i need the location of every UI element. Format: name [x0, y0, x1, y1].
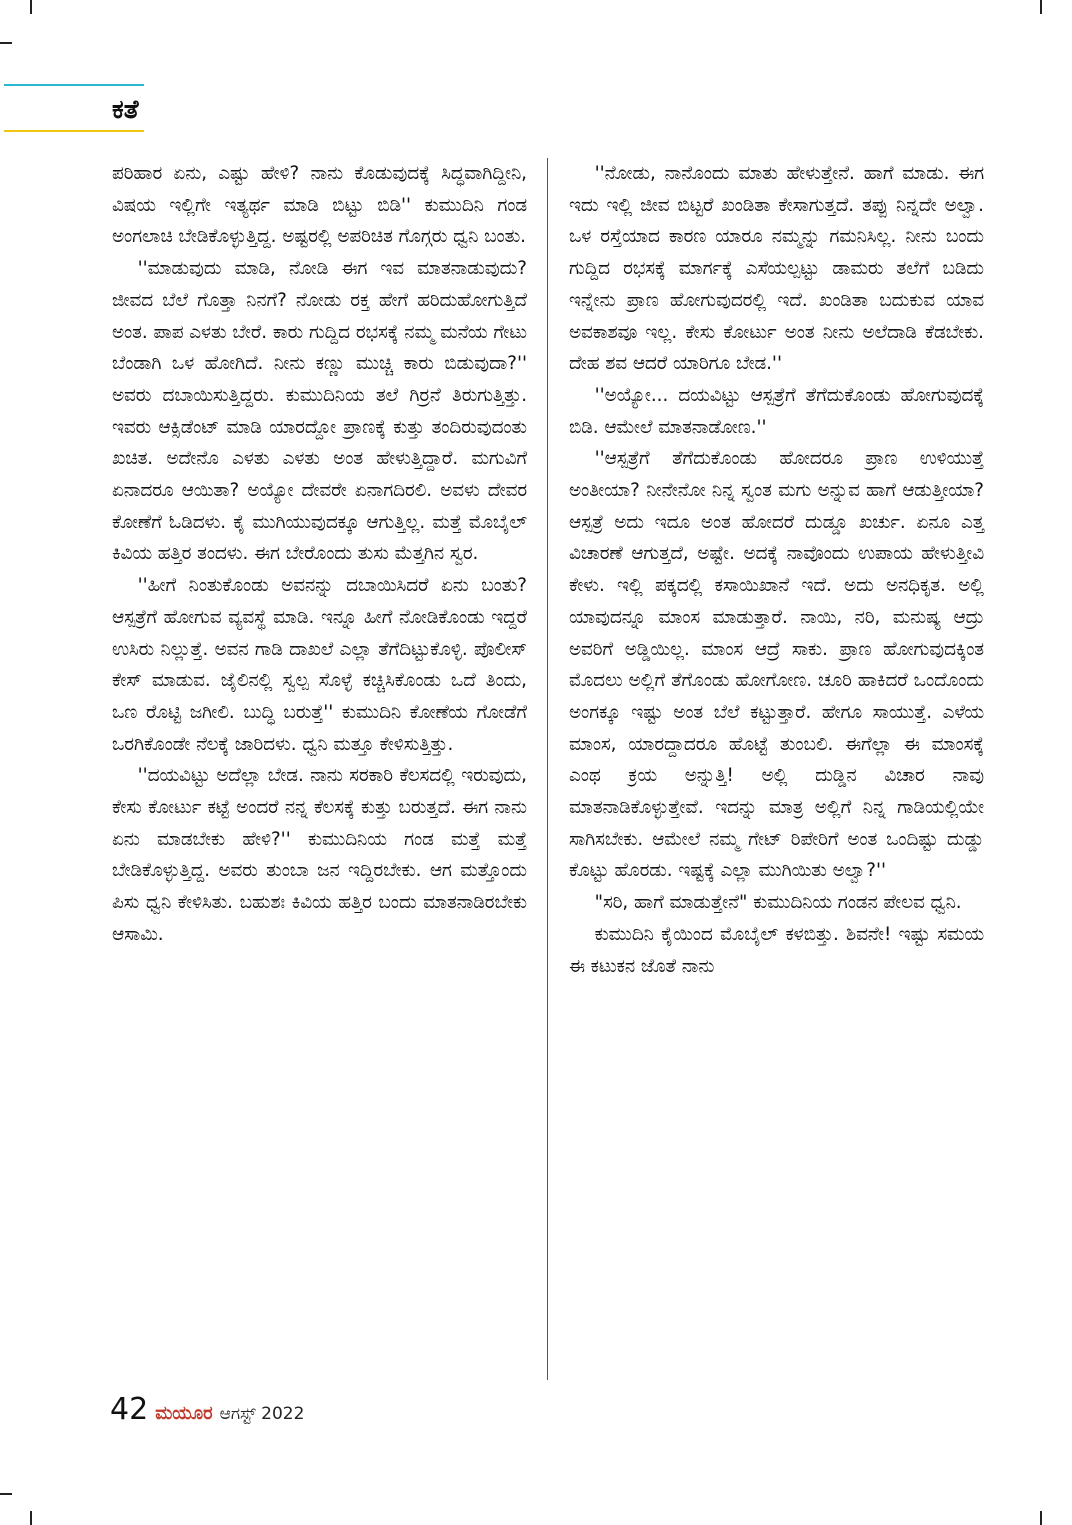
paragraph: ''ಅಯ್ಯೋ... ದಯವಿಟ್ಟು ಆಸ್ಪತ್ರೆಗೆ ತೆಗೆದುಕೊಂಡು ಹೋಗುವುದಕ್ಕೆ ಬಿಡಿ. ಆಮೇಲೆ ಮಾತನಾಡೋಣ.'' — [569, 384, 984, 438]
crop-mark-top-right — [1040, 0, 1042, 14]
page-footer — [110, 1390, 304, 1430]
paragraph: ಪರಿಹಾರ ಏನು, ಎಷ್ಟು ಹೇಳಿ? ನಾನು ಕೊಡುವುದಕ್ಕೆ ಸಿದ್ಧವಾಗಿದ್ದೀನಿ, ವಿಷಯ ಇಲ್ಲಿಗೇ ಇತ್ಯರ್ಥ ಮಾಡಿ ಬಿಟ್ಟು ಬಿಡಿ'' ಕುಮುದಿನಿ ಗಂಡ ಅಂಗಲಾಚಿ ಬೇಡಿಕೊಳ್ಳುತ್ತಿದ್ದ. ಅಷ್ಟರಲ್ಲಿ ಅಪರಿಚಿತ ಗೊಗ್ಗರು ಧ್ವನಿ ಬಂತು. — [112, 163, 527, 248]
section-rule-top — [4, 84, 144, 86]
crop-mark-top-left — [30, 0, 32, 14]
paragraph: ''ಹೀಗೆ ನಿಂತುಕೊಂಡು ಅವನನ್ನು ದಬಾಯಿಸಿದರೆ ಏನು ಬಂತು? ಆಸ್ಪತ್ರೆಗೆ ಹೋಗುವ ವ್ಯವಸ್ಥೆ ಮಾಡಿ. ಇನ್ನೂ ಹೀಗೆ ನೋಡಿಕೊಂಡು ಇದ್ದರೆ ಉಸಿರು ನಿಲ್ಲುತ್ತೆ. ಅವನ ಗಾಡಿ ದಾಖಲೆ ಎಲ್ಲಾ ತೆಗೆದಿಟ್ಟುಕೊಳ್ಳಿ. ಪೊಲೀಸ್ ಕೇಸ್ ಮಾಡುವ. ಜೈಲಿನಲ್ಲಿ ಸ್ವಲ್ಪ ಸೊಳ್ಳೆ ಕಚ್ಚಿಸಿಕೊಂಡು ಒದೆ ತಿಂದು, ಒಣ ರೊಟ್ಟಿ ಜಗೀಲಿ. ಬುದ್ಧಿ ಬರುತ್ತೆ'' ಕುಮುದಿನಿ ಕೋಣೆಯ ಗೋಡೆಗೆ ಒರಗಿಕೊಂಡೇ ನೆಲಕ್ಕೆ ಜಾರಿದಳು. ಧ್ವನಿ ಮತ್ತೂ ಕೇಳಿಸುತ್ತಿತ್ತು. — [112, 575, 527, 755]
paragraph: ''ಆಸ್ಪತ್ರೆಗೆ ತೆಗೆದುಕೊಂಡು ಹೋದರೂ ಪ್ರಾಣ ಉಳಿಯುತ್ತೆ ಅಂತೀಯಾ? ನೀನೇನೋ ನಿನ್ನ ಸ್ವಂತ ಮಗು ಅನ್ನುವ ಹಾಗೆ ಆಡುತ್ತೀಯಾ? ಆಸ್ಪತ್ರೆ ಅದು ಇದೂ ಅಂತ ಹೋದರೆ ದುಡ್ಡೂ ಖರ್ಚು. ಏನೂ ಎತ್ತ ವಿಚಾರಣೆ ಆಗುತ್ತದೆ, ಅಷ್ಟೇ. ಅದಕ್ಕೆ ನಾವೊಂದು ಉಪಾಯ ಹೇಳುತ್ತೀವಿ ಕೇಳು. ಇಲ್ಲಿ ಪಕ್ಕದಲ್ಲಿ ಕಸಾಯಿಖಾನೆ ಇದೆ. ಅದು ಅನಧಿಕೃತ. ಅಲ್ಲಿ ಯಾವುದನ್ನೂ ಮಾಂಸ ಮಾಡುತ್ತಾರೆ. ನಾಯಿ, ನರಿ, ಮನುಷ್ಯ ಆದ್ರು ಅವರಿಗೆ ಅಡ್ಡಿಯಿಲ್ಲ. ಮಾಂಸ ಆದ್ರೆ ಸಾಕು. ಪ್ರಾಣ ಹೋಗುವುದಕ್ಕಿಂತ ಮೊದಲು ಅಲ್ಲಿಗೆ ತೆಗೊಂಡು ಹೋಗೋಣ. ಚೂರಿ ಹಾಕಿದರೆ ಒಂದೊಂದು ಅಂಗಕ್ಕೂ ಇಷ್ಟು ಅಂತ ಬೆಲೆ ಕಟ್ಟುತ್ತಾರೆ. ಹೇಗೂ ಸಾಯುತ್ತೆ. ಎಳೆಯ ಮಾಂಸ, ಯಾರದ್ದಾದರೂ ಹೊಟ್ಟೆ ತುಂಬಲಿ. ಈಗೆಲ್ಲಾ ಈ ಮಾಂಸಕ್ಕೆ ಎಂಥ ಕ್ರಯ ಅನ್ನುತ್ತಿ! ಅಲ್ಲಿ ದುಡ್ಡಿನ ವಿಚಾರ ನಾವು ಮಾತನಾಡಿಕೊಳ್ಳುತ್ತೇವೆ. ಇದನ್ನು ಮಾತ್ರ ಅಲ್ಲಿಗೆ ನಿನ್ನ ಗಾಡಿಯಲ್ಲಿಯೇ ಸಾಗಿಸಬೇಕು. ಆಮೇಲೆ ನಮ್ಮ ಗೇಟ್ ರಿಪೇರಿಗೆ ಅಂತ ಒಂದಿಷ್ಟು ದುಡ್ಡು ಕೊಟ್ಟು ಹೊರಡು. ಇಷ್ಟಕ್ಕೆ ಎಲ್ಲಾ ಮುಗಿಯಿತು ಅಲ್ವಾ?'' — [569, 448, 985, 882]
paragraph: ಕುಮುದಿನಿ ಕೈಯಿಂದ ಮೊಬೈಲ್ ಕಳಬಿತ್ತು. ಶಿವನೇ! ಇಷ್ಟು ಸಮಯ ಈ ಕಟುಕನ ಜೊತೆ ನಾನು — [569, 923, 984, 977]
paragraph: ''ಮಾಡುವುದು ಮಾಡಿ, ನೋಡಿ ಈಗ ಇವ ಮಾತನಾಡುವುದು? ಜೀವದ ಬೆಲೆ ಗೊತ್ತಾ ನಿನಗೆ? ನೋಡು ರಕ್ತ ಹೇಗೆ ಹರಿದುಹೋಗುತ್ತಿದೆ ಅಂತ. ಪಾಪ ಎಳತು ಬೇರೆ. ಕಾರು ಗುದ್ದಿದ ರಭಸಕ್ಕೆ ನಮ್ಮ ಮನೆಯ ಗೇಟು ಬೆಂಡಾಗಿ ಒಳ ಹೋಗಿದೆ. ನೀನು ಕಣ್ಣು ಮುಚ್ಚಿ ಕಾರು ಬಿಡುವುದಾ?'' ಅವರು ದಬಾಯಿಸುತ್ತಿದ್ದರು. ಕುಮುದಿನಿಯ ತಲೆ ಗಿರ್ರನೆ ತಿರುಗುತ್ತಿತ್ತು. ಇವರು ಆಕ್ಸಿಡೆಂಟ್ ಮಾಡಿ ಯಾರದ್ದೋ ಪ್ರಾಣಕ್ಕೆ ಕುತ್ತು ತಂದಿರುವುದಂತು ಖಚಿತ. ಅದೇನೊ ಎಳತು ಎಳತು ಅಂತ ಹೇಳುತ್ತಿದ್ದಾರೆ. ಮಗುವಿಗೆ ಏನಾದರೂ ಆಯಿತಾ? ಅಯ್ಯೋ ದೇವರೇ ಏನಾಗದಿರಲಿ. ಅವಳು ದೇವರ ಕೋಣೆಗೆ ಓಡಿದಳು. ಕೈ ಮುಗಿಯುವುದಕ್ಕೂ ಆಗುತ್ತಿಲ್ಲ. ಮತ್ತೆ ಮೊಬೈಲ್ ಕಿವಿಯ ಹತ್ತಿರ ತಂದಳು. ಈಗ ಬೇರೊಂದು ತುಸು ಮೆತ್ತಗಿನ ಸ್ವರ. — [112, 258, 527, 565]
crop-mark-left-lower — [0, 1493, 12, 1495]
crop-mark-left-upper — [0, 42, 12, 44]
story-column-left — [112, 158, 527, 951]
section-title: ಕತೆ — [112, 95, 139, 125]
crop-mark-bottom-left — [30, 1511, 32, 1525]
column-divider — [547, 158, 548, 1380]
paragraph: "ಸರಿ, ಹಾಗೆ ಮಾಡುತ್ತೇನೆ" ಕುಮುದಿನಿಯ ಗಂಡನ ಪೇಲವ ಧ್ವನಿ. — [594, 892, 962, 914]
crop-mark-bottom-right — [1040, 1511, 1042, 1525]
section-rule-bottom — [4, 130, 144, 132]
story-column-right — [569, 158, 984, 982]
issue-date: ಆಗಸ್ಟ್ 2022 — [219, 1404, 305, 1424]
paragraph: ''ನೋಡು, ನಾನೊಂದು ಮಾತು ಹೇಳುತ್ತೇನೆ. ಹಾಗೆ ಮಾಡು. ಈಗ ಇದು ಇಲ್ಲಿ ಜೀವ ಬಿಟ್ಟರೆ ಖಂಡಿತಾ ಕೇಸಾಗುತ್ತದೆ. ತಪ್ಪು ನಿನ್ನದೇ ಅಲ್ವಾ. ಒಳ ರಸ್ತೆಯಾದ ಕಾರಣ ಯಾರೂ ನಮ್ಮನ್ನು ಗಮನಿಸಿಲ್ಲ. ನೀನು ಬಂದು ಗುದ್ದಿದ ರಭಸಕ್ಕೆ ಮಾರ್ಗಕ್ಕೆ ಎಸೆಯಲ್ಪಟ್ಟು ಡಾಮರು ತಲೆಗೆ ಬಡಿದು ಇನ್ನೇನು ಪ್ರಾಣ ಹೋಗುವುದರಲ್ಲಿ ಇದೆ. ಖಂಡಿತಾ ಬದುಕುವ ಯಾವ ಅವಕಾಶವೂ ಇಲ್ಲ. ಕೇಸು ಕೋರ್ಟು ಅಂತ ನೀನು ಅಲೆದಾಡಿ ಕೆಡಬೇಕು. ದೇಹ ಶವ ಆದರೆ ಯಾರಿಗೂ ಬೇಡ.'' — [569, 163, 984, 375]
magazine-logo: ಮಯೂರ — [155, 1403, 213, 1424]
paragraph: ''ದಯವಿಟ್ಟು ಅದೆಲ್ಲಾ ಬೇಡ. ನಾನು ಸರಕಾರಿ ಕೆಲಸದಲ್ಲಿ ಇರುವುದು, ಕೇಸು ಕೋರ್ಟು ಕಟ್ಟೆ ಅಂದರೆ ನನ್ನ ಕೆಲಸಕ್ಕೆ ಕುತ್ತು ಬರುತ್ತದೆ. ಈಗ ನಾನು ಏನು ಮಾಡಬೇಕು ಹೇಳಿ?'' ಕುಮುದಿನಿಯ ಗಂಡ ಮತ್ತೆ ಮತ್ತೆ ಬೇಡಿಕೊಳ್ಳುತ್ತಿದ್ದ. ಅವರು ತುಂಬಾ ಜನ ಇದ್ದಿರಬೇಕು. ಆಗ ಮತ್ತೊಂದು ಪಿಸು ಧ್ವನಿ ಕೇಳಿಸಿತು. ಬಹುಶಃ ಕಿವಿಯ ಹತ್ತಿರ ಬಂದು ಮಾತನಾಡಿರಬೇಕು ಆಸಾಮಿ. — [112, 765, 527, 945]
page-number: 42 — [110, 1392, 149, 1427]
